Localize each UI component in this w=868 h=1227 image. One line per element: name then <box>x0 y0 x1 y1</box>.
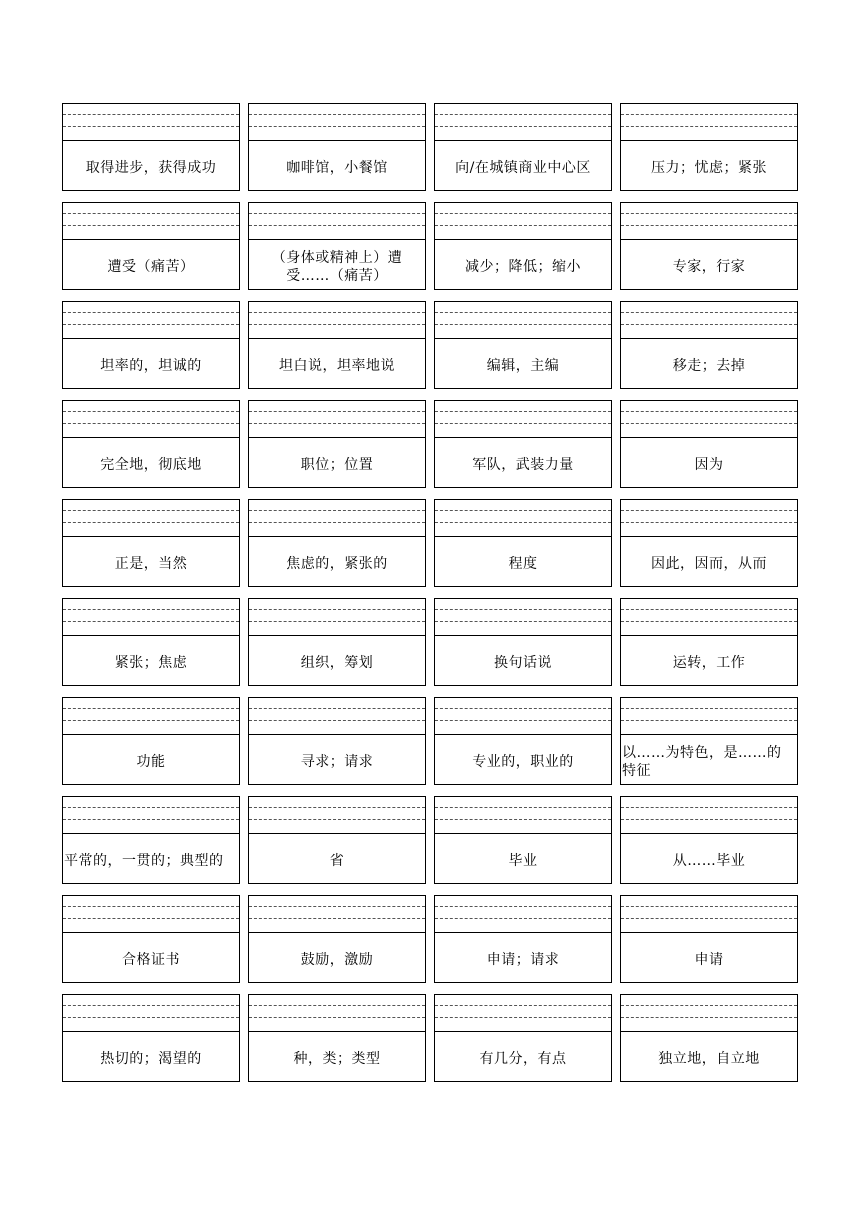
vocab-card <box>620 103 798 191</box>
meaning-text: 军队，武装力量 <box>472 456 574 473</box>
vocab-card <box>248 796 426 884</box>
guide-line <box>63 510 239 511</box>
guide-line <box>249 114 425 115</box>
word-writing-area[interactable] <box>249 500 425 537</box>
guide-line <box>621 708 797 709</box>
vocab-card <box>620 400 798 488</box>
guide-line <box>435 609 611 610</box>
word-writing-area[interactable] <box>435 104 611 141</box>
meaning-text: 紧张；焦虑 <box>114 654 188 671</box>
meaning-text: 功能 <box>136 753 166 770</box>
guide-line <box>621 510 797 511</box>
guide-line <box>249 522 425 523</box>
word-writing-area[interactable] <box>63 797 239 834</box>
guide-line <box>621 807 797 808</box>
guide-line <box>435 423 611 424</box>
guide-line <box>63 411 239 412</box>
meaning-text: 坦白说，坦率地说 <box>279 357 395 374</box>
meaning-text: 坦率的，坦诚的 <box>100 357 202 374</box>
word-writing-area[interactable] <box>621 698 797 735</box>
guide-line <box>621 126 797 127</box>
guide-line <box>435 819 611 820</box>
guide-line <box>435 708 611 709</box>
meaning-text: 移走；去掉 <box>672 357 746 374</box>
meaning-text: 省 <box>329 852 345 869</box>
guide-line <box>621 720 797 721</box>
guide-line <box>249 1017 425 1018</box>
guide-line <box>63 423 239 424</box>
vocab-card <box>620 202 798 290</box>
meaning-text: 正是，当然 <box>114 555 188 572</box>
vocab-card <box>62 994 240 1082</box>
guide-line <box>63 1017 239 1018</box>
meaning-text: 以……为特色，是……的特征 <box>622 744 782 779</box>
vocab-card <box>620 895 798 983</box>
meaning-text: 组织，筹划 <box>300 654 374 671</box>
guide-line <box>621 819 797 820</box>
guide-line <box>621 225 797 226</box>
guide-line <box>621 411 797 412</box>
vocab-card <box>434 400 612 488</box>
vocab-card <box>620 994 798 1082</box>
guide-line <box>249 510 425 511</box>
vocab-card <box>62 697 240 785</box>
guide-line <box>63 312 239 313</box>
guide-line <box>435 906 611 907</box>
vocab-card <box>62 598 240 686</box>
word-writing-area[interactable] <box>435 203 611 240</box>
guide-line <box>63 114 239 115</box>
meaning-text: 因为 <box>694 456 724 473</box>
guide-line <box>621 324 797 325</box>
vocab-card <box>62 202 240 290</box>
guide-line <box>63 906 239 907</box>
vocab-card <box>434 202 612 290</box>
guide-line <box>621 114 797 115</box>
word-writing-area[interactable] <box>249 401 425 438</box>
guide-line <box>249 324 425 325</box>
guide-line <box>435 510 611 511</box>
word-writing-area[interactable] <box>621 995 797 1032</box>
word-writing-area[interactable] <box>435 995 611 1032</box>
guide-line <box>621 609 797 610</box>
guide-line <box>435 213 611 214</box>
vocab-card <box>62 400 240 488</box>
word-writing-area[interactable] <box>249 698 425 735</box>
guide-line <box>435 324 611 325</box>
meaning-text: 因此，因而，从而 <box>651 555 767 572</box>
guide-line <box>435 114 611 115</box>
vocab-card <box>620 598 798 686</box>
guide-line <box>435 1017 611 1018</box>
guide-line <box>63 213 239 214</box>
word-writing-area[interactable] <box>621 302 797 339</box>
vocab-card <box>62 499 240 587</box>
guide-line <box>435 807 611 808</box>
word-writing-area[interactable] <box>621 599 797 636</box>
vocab-card <box>62 103 240 191</box>
meaning-text: 遭受（痛苦） <box>107 258 195 275</box>
word-writing-area[interactable] <box>63 302 239 339</box>
meaning-text: 种，类；类型 <box>293 1050 381 1067</box>
word-writing-area[interactable] <box>621 401 797 438</box>
flashcard-grid <box>62 103 798 1082</box>
vocab-card <box>62 301 240 389</box>
meaning-text: 专业的，职业的 <box>472 753 574 770</box>
guide-line <box>249 126 425 127</box>
vocab-card <box>620 301 798 389</box>
guide-line <box>63 1005 239 1006</box>
guide-line <box>435 312 611 313</box>
vocab-card <box>248 598 426 686</box>
guide-line <box>621 1005 797 1006</box>
vocab-card <box>434 994 612 1082</box>
guide-line <box>621 621 797 622</box>
meaning-text: 职位；位置 <box>300 456 374 473</box>
word-writing-area[interactable] <box>63 698 239 735</box>
word-writing-area[interactable] <box>249 995 425 1032</box>
vocab-card <box>248 301 426 389</box>
vocab-card <box>620 796 798 884</box>
meaning-text: 向/在城镇商业中心区 <box>455 159 591 176</box>
vocab-card <box>248 697 426 785</box>
vocab-card <box>62 796 240 884</box>
meaning-text: 寻求；请求 <box>300 753 374 770</box>
guide-line <box>435 621 611 622</box>
guide-line <box>621 213 797 214</box>
vocab-card <box>248 103 426 191</box>
guide-line <box>63 522 239 523</box>
vocab-card <box>620 697 798 785</box>
vocab-card <box>248 895 426 983</box>
guide-line <box>249 708 425 709</box>
guide-line <box>63 324 239 325</box>
vocab-card <box>248 994 426 1082</box>
guide-line <box>435 1005 611 1006</box>
guide-line <box>63 807 239 808</box>
word-writing-area[interactable] <box>435 500 611 537</box>
vocab-card <box>62 895 240 983</box>
meaning-text: 专家，行家 <box>672 258 746 275</box>
guide-line <box>435 126 611 127</box>
word-writing-area[interactable] <box>435 401 611 438</box>
meaning-text: 有几分，有点 <box>479 1050 567 1067</box>
word-writing-area[interactable] <box>435 896 611 933</box>
vocab-card <box>248 499 426 587</box>
meaning-text: 程度 <box>508 555 538 572</box>
vocab-card <box>248 400 426 488</box>
guide-line <box>63 720 239 721</box>
guide-line <box>621 423 797 424</box>
guide-line <box>249 312 425 313</box>
word-writing-area[interactable] <box>63 203 239 240</box>
word-writing-area[interactable] <box>621 500 797 537</box>
guide-line <box>249 906 425 907</box>
guide-line <box>249 621 425 622</box>
word-writing-area[interactable] <box>63 599 239 636</box>
guide-line <box>621 1017 797 1018</box>
meaning-text: 申请；请求 <box>486 951 560 968</box>
word-writing-area[interactable] <box>621 104 797 141</box>
meaning-text: 取得进步，获得成功 <box>85 159 217 176</box>
guide-line <box>249 1005 425 1006</box>
word-writing-area[interactable] <box>249 104 425 141</box>
vocab-card <box>434 301 612 389</box>
word-writing-area[interactable] <box>435 302 611 339</box>
vocab-card <box>434 598 612 686</box>
word-writing-area[interactable] <box>249 302 425 339</box>
word-writing-area[interactable] <box>435 797 611 834</box>
meaning-text: 换句话说 <box>494 654 552 671</box>
guide-line <box>63 126 239 127</box>
guide-line <box>249 819 425 820</box>
guide-line <box>249 411 425 412</box>
word-writing-area[interactable] <box>621 797 797 834</box>
meaning-text: 热切的；渴望的 <box>100 1050 202 1067</box>
meaning-text: 运转，工作 <box>672 654 746 671</box>
meaning-text: 鼓励，激励 <box>300 951 374 968</box>
guide-line <box>621 906 797 907</box>
word-writing-area[interactable] <box>249 797 425 834</box>
guide-line <box>249 918 425 919</box>
meaning-text: 从……毕业 <box>672 852 746 869</box>
word-writing-area[interactable] <box>63 896 239 933</box>
guide-line <box>249 423 425 424</box>
meaning-text: 减少；降低；缩小 <box>465 258 581 275</box>
guide-line <box>63 609 239 610</box>
word-writing-area[interactable] <box>63 500 239 537</box>
guide-line <box>63 819 239 820</box>
guide-line <box>435 225 611 226</box>
guide-line <box>435 411 611 412</box>
guide-line <box>621 312 797 313</box>
meaning-text: 咖啡馆，小餐馆 <box>286 159 388 176</box>
meaning-text: 毕业 <box>508 852 538 869</box>
meaning-text: （身体或精神上）遭受……（痛苦） <box>271 249 403 284</box>
word-writing-area[interactable] <box>249 896 425 933</box>
meaning-text: 压力；忧虑；紧张 <box>651 159 767 176</box>
guide-line <box>249 213 425 214</box>
word-writing-area[interactable] <box>435 698 611 735</box>
guide-line <box>63 225 239 226</box>
meaning-text: 完全地，彻底地 <box>100 456 202 473</box>
meaning-text: 平常的，一贯的；典型的 <box>64 852 224 869</box>
meaning-text: 焦虑的，紧张的 <box>286 555 388 572</box>
guide-line <box>621 522 797 523</box>
vocab-card <box>434 697 612 785</box>
guide-line <box>249 720 425 721</box>
vocab-card <box>434 103 612 191</box>
guide-line <box>621 918 797 919</box>
meaning-text: 申请 <box>694 951 724 968</box>
word-writing-area[interactable] <box>249 203 425 240</box>
vocab-card <box>434 895 612 983</box>
word-writing-area[interactable] <box>63 104 239 141</box>
word-writing-area[interactable] <box>63 401 239 438</box>
guide-line <box>63 918 239 919</box>
meaning-text: 编辑，主编 <box>486 357 560 374</box>
guide-line <box>435 918 611 919</box>
word-writing-area[interactable] <box>435 599 611 636</box>
meaning-text: 独立地，自立地 <box>658 1050 760 1067</box>
word-writing-area[interactable] <box>621 203 797 240</box>
meaning-text: 合格证书 <box>122 951 180 968</box>
word-writing-area[interactable] <box>249 599 425 636</box>
guide-line <box>249 609 425 610</box>
guide-line <box>249 225 425 226</box>
vocab-card <box>620 499 798 587</box>
guide-line <box>63 708 239 709</box>
word-writing-area[interactable] <box>621 896 797 933</box>
guide-line <box>63 621 239 622</box>
vocab-card <box>248 202 426 290</box>
vocab-card <box>434 796 612 884</box>
word-writing-area[interactable] <box>63 995 239 1032</box>
guide-line <box>435 720 611 721</box>
guide-line <box>249 807 425 808</box>
vocab-card <box>434 499 612 587</box>
guide-line <box>435 522 611 523</box>
